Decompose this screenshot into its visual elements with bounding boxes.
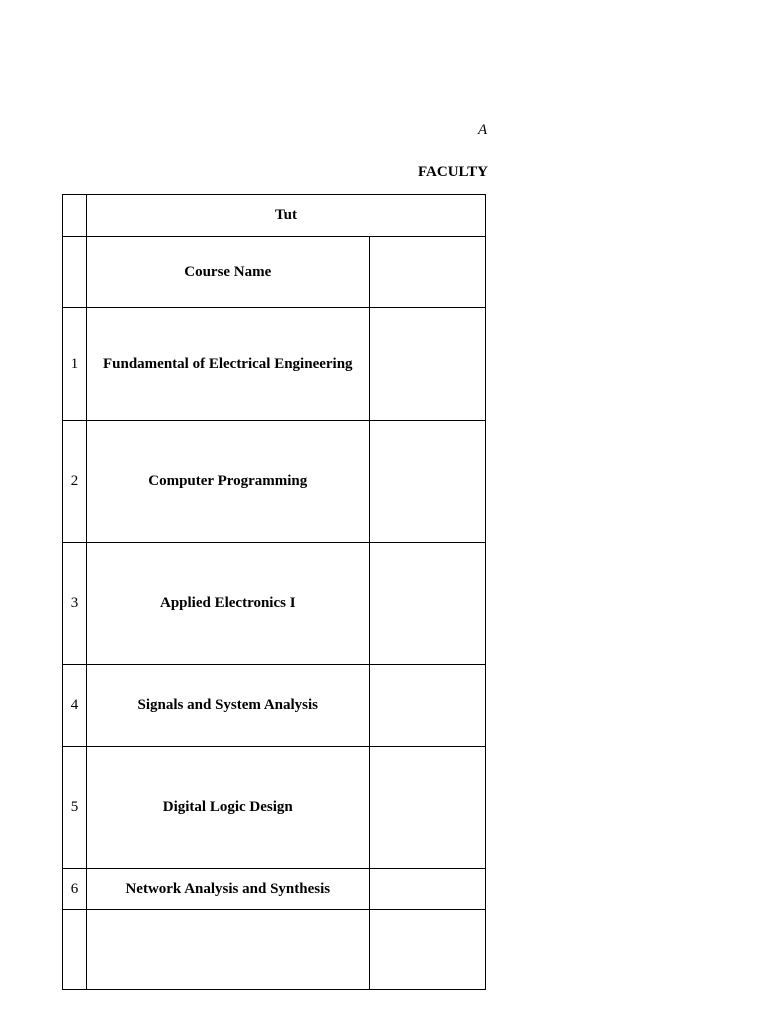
- clipped-cell: [369, 747, 485, 869]
- faculty-heading: FACULTY: [418, 164, 489, 180]
- document-heading: A: [478, 122, 488, 138]
- row-number: 5: [63, 747, 87, 869]
- table-row: [63, 910, 486, 990]
- course-name: Fundamental of Electrical Engineering: [86, 308, 369, 421]
- row-number: 4: [63, 665, 87, 747]
- table-group-header-row: [63, 195, 486, 237]
- empty-cell: [63, 237, 87, 308]
- row-number: 1: [63, 308, 87, 421]
- row-number: [63, 910, 87, 990]
- row-number: 6: [63, 869, 87, 910]
- course-name-header: Course Name: [86, 237, 369, 308]
- table-column-header-row: [63, 237, 486, 308]
- clipped-cell: [369, 665, 485, 747]
- table-row: [63, 308, 486, 421]
- course-name: [86, 910, 369, 990]
- table-row: [63, 747, 486, 869]
- clipped-cell: [369, 421, 485, 543]
- course-name: Applied Electronics I: [86, 543, 369, 665]
- course-name: Computer Programming: [86, 421, 369, 543]
- table-row: [63, 543, 486, 665]
- course-name: Network Analysis and Synthesis: [86, 869, 369, 910]
- empty-cell: [63, 195, 87, 237]
- course-name: Digital Logic Design: [86, 747, 369, 869]
- row-number: 2: [63, 421, 87, 543]
- course-table: [62, 194, 486, 990]
- clipped-cell: [369, 869, 485, 910]
- clipped-cell: [369, 237, 485, 308]
- clipped-cell: [369, 543, 485, 665]
- course-name: Signals and System Analysis: [86, 665, 369, 747]
- table-row: [63, 869, 486, 910]
- row-number: 3: [63, 543, 87, 665]
- clipped-cell: [369, 910, 485, 990]
- clipped-cell: [369, 308, 485, 421]
- table-row: [63, 665, 486, 747]
- group-header-cell: Tut: [86, 195, 485, 237]
- table-row: [63, 421, 486, 543]
